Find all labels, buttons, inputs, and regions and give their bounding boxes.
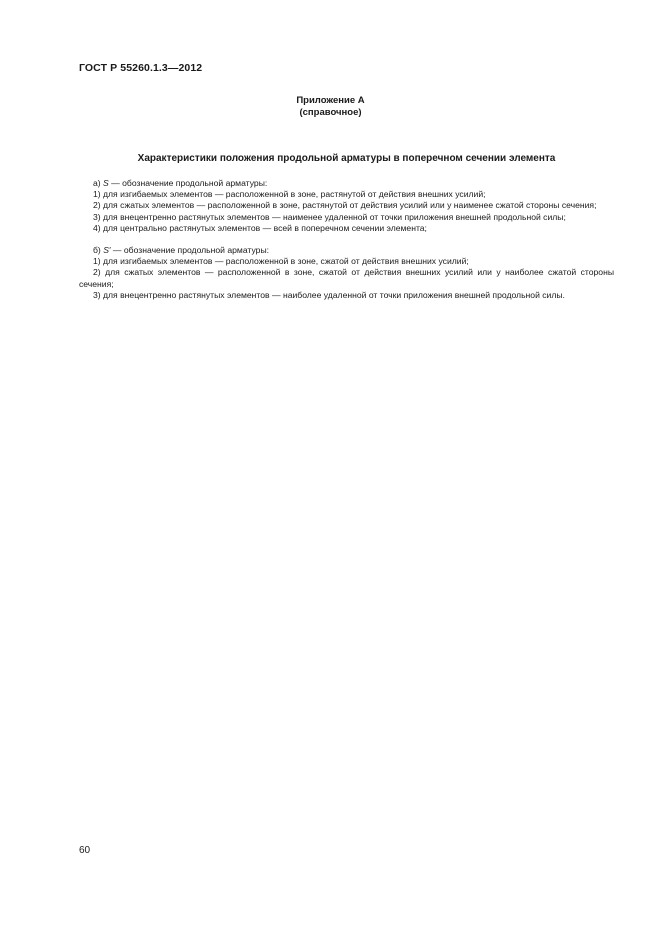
document-body — [79, 178, 614, 301]
part-a-symbol: S — [103, 178, 109, 188]
appendix-title: Приложение А — [296, 95, 365, 106]
appendix-heading — [0, 95, 661, 118]
paragraph-gap — [79, 234, 614, 245]
part-a-prefix: а) — [93, 178, 101, 188]
section-title: Характеристики положения продольной арматуры в поперечном сечении элемента — [137, 153, 556, 164]
part-a-item-3: 3) для внецентренно растянутых элементов — наименее удаленной от точки приложения внешней продольной силы; — [93, 211, 566, 222]
part-b-lead-text: — обозначение продольной арматуры: — [112, 245, 270, 256]
part-b-symbol: S′ — [103, 245, 111, 256]
document-header: ГОСТ Р 55260.1.3—2012 — [79, 62, 203, 74]
part-b-item-2: 2) для сжатых элементов — расположенной в зоне, сжатой от действия внешних усилий или у наиболее сжатой стороны сечения; — [79, 267, 614, 289]
part-a-item-2: 2) для сжатых элементов — расположенной в зоне, растянутой от действия усилий или у наименее сжатой стороны сечения; — [93, 200, 597, 211]
part-a-item-4: 4) для центрально растянутых элементов — всей в поперечном сечении элемента; — [93, 222, 427, 233]
part-b-prefix: б) — [93, 245, 101, 256]
part-b-item-1: 1) для изгибаемых элементов — расположенной в зоне, сжатой от действия внешних усилий; — [93, 256, 469, 267]
page-number: 60 — [79, 845, 91, 856]
part-b-item-3: 3) для внецентренно растянутых элементов — наиболее удаленной от точки приложения внешней продольной силы. — [93, 289, 565, 300]
part-a-lead — [79, 178, 614, 189]
appendix-subtitle: (справочное) — [299, 106, 362, 118]
part-a-lead-text: — обозначение продольной арматуры: — [111, 178, 268, 188]
part-b-lead — [79, 245, 614, 256]
part-a-item-1: 1) для изгибаемых элементов — расположенной в зоне, растянутой от действия внешних усилий; — [93, 189, 486, 200]
